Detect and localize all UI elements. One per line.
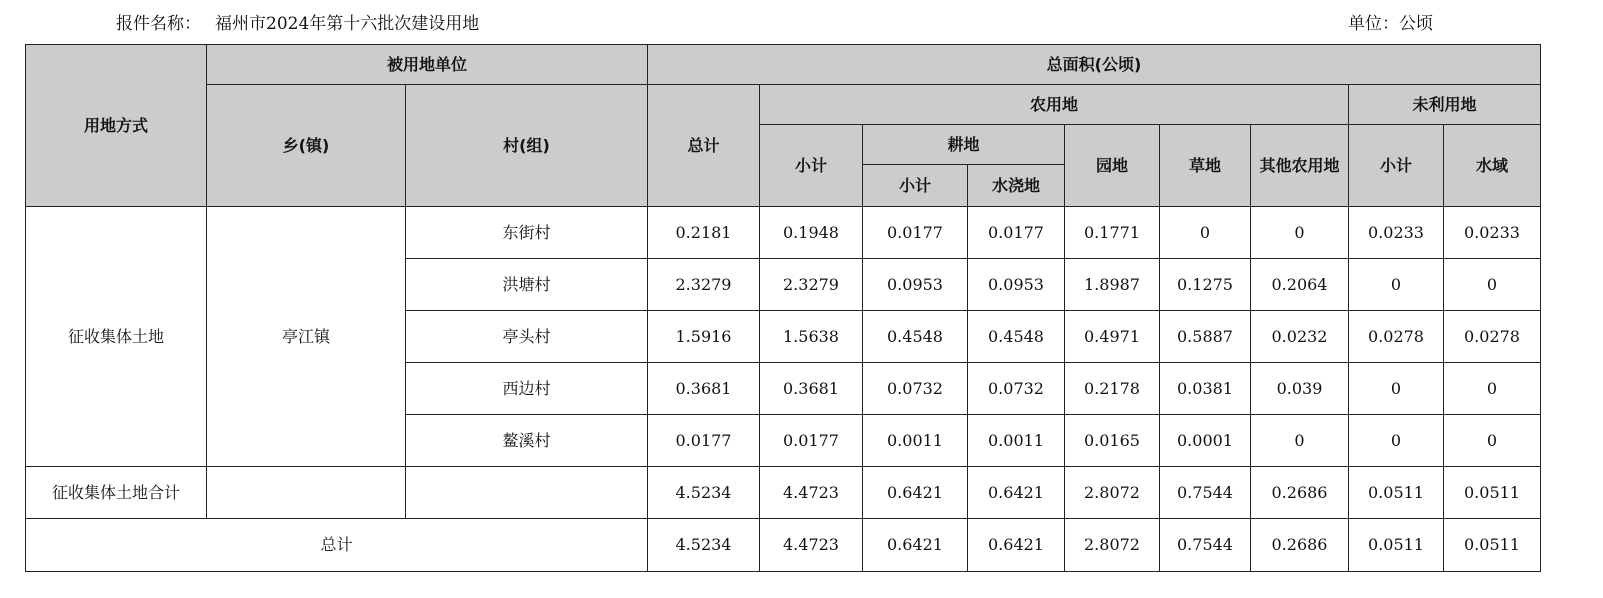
value-cell: 4.4723 [760,467,863,519]
value-cell: 0.4548 [968,311,1065,363]
value-cell: 2.8072 [1065,519,1160,572]
value-cell: 0.039 [1251,363,1349,415]
value-cell: 1.8987 [1065,259,1160,311]
value-cell: 2.3279 [648,259,760,311]
header-village: 村(组) [406,85,648,207]
value-cell: 0.1948 [760,207,863,259]
land-use-table [25,44,1541,572]
value-cell: 0.0001 [1160,415,1251,467]
value-cell: 2.8072 [1065,467,1160,519]
village-cell: 鳌溪村 [406,415,648,467]
total-row [26,519,1541,572]
value-cell: 0 [1251,415,1349,467]
value-cell: 0.0278 [1349,311,1444,363]
value-cell: 0 [1349,415,1444,467]
value-cell: 4.4723 [760,519,863,572]
header-land-method: 用地方式 [26,45,207,207]
value-cell: 0.2686 [1251,467,1349,519]
value-cell: 0.0511 [1349,519,1444,572]
value-cell: 0.0177 [760,415,863,467]
header-township: 乡(镇) [207,85,406,207]
empty-cell [207,467,406,519]
value-cell: 0 [1349,363,1444,415]
unit-label: 单位： [1348,14,1399,34]
value-cell: 0.2686 [1251,519,1349,572]
unit-value: 公顷 [1399,14,1433,34]
header-garden: 园地 [1065,125,1160,207]
value-cell: 0.7544 [1160,519,1251,572]
header-unused-subtotal: 小计 [1349,125,1444,207]
table-row [26,207,1541,259]
village-cell: 洪塘村 [406,259,648,311]
value-cell: 0 [1160,207,1251,259]
value-cell: 4.5234 [648,519,760,572]
subtotal-row [26,467,1541,519]
value-cell: 0.0233 [1444,207,1541,259]
group-township-cell: 亭江镇 [207,207,406,467]
report-name-value: 福州市2024年第十六批次建设用地 [215,14,480,34]
value-cell: 0.5887 [1160,311,1251,363]
header-other-agri: 其他农用地 [1251,125,1349,207]
village-cell: 亭头村 [406,311,648,363]
subtotal-label: 征收集体土地合计 [26,467,207,519]
group-method-cell: 征收集体土地 [26,207,207,467]
header-total-area: 总面积(公顷) [648,45,1541,85]
header-grand-total: 总计 [648,85,760,207]
value-cell: 0.0511 [1349,467,1444,519]
report-name-label: 报件名称： [116,14,201,34]
header-cultivated-subtotal: 小计 [863,165,968,207]
value-cell: 0 [1444,259,1541,311]
value-cell: 1.5916 [648,311,760,363]
empty-cell [406,467,648,519]
unit-line [1348,12,1433,36]
value-cell: 0 [1444,363,1541,415]
value-cell: 0.0011 [863,415,968,467]
value-cell: 0.1771 [1065,207,1160,259]
value-cell: 0.7544 [1160,467,1251,519]
value-cell: 0.0381 [1160,363,1251,415]
value-cell: 2.3279 [760,259,863,311]
header-agricultural: 农用地 [760,85,1349,125]
header-cultivated: 耕地 [863,125,1065,165]
value-cell: 0.0232 [1251,311,1349,363]
header-agri-subtotal: 小计 [760,125,863,207]
value-cell: 0 [1444,415,1541,467]
value-cell: 0.6421 [863,519,968,572]
value-cell: 0.3681 [760,363,863,415]
value-cell: 0.6421 [863,467,968,519]
value-cell: 0.2064 [1251,259,1349,311]
value-cell: 0.3681 [648,363,760,415]
value-cell: 0.6421 [968,519,1065,572]
value-cell: 0.0953 [968,259,1065,311]
value-cell: 0.2178 [1065,363,1160,415]
value-cell: 0.0177 [863,207,968,259]
report-name-line [116,12,479,36]
header-grass: 草地 [1160,125,1251,207]
value-cell: 0.4548 [863,311,968,363]
value-cell: 0.6421 [968,467,1065,519]
value-cell: 0.0165 [1065,415,1160,467]
value-cell: 0.1275 [1160,259,1251,311]
village-cell: 西边村 [406,363,648,415]
value-cell: 4.5234 [648,467,760,519]
total-label: 总计 [26,519,648,572]
value-cell: 0.0953 [863,259,968,311]
value-cell: 0.2181 [648,207,760,259]
value-cell: 0.0278 [1444,311,1541,363]
header-occupied-unit: 被用地单位 [207,45,648,85]
value-cell: 0 [1251,207,1349,259]
header-unused: 未利用地 [1349,85,1541,125]
value-cell: 0.0511 [1444,519,1541,572]
value-cell: 0.0233 [1349,207,1444,259]
header-irrigated: 水浇地 [968,165,1065,207]
value-cell: 0.0011 [968,415,1065,467]
value-cell: 0.0177 [648,415,760,467]
header-water: 水域 [1444,125,1541,207]
value-cell: 0.0732 [968,363,1065,415]
value-cell: 0 [1349,259,1444,311]
village-cell: 东街村 [406,207,648,259]
value-cell: 1.5638 [760,311,863,363]
value-cell: 0.0177 [968,207,1065,259]
value-cell: 0.4971 [1065,311,1160,363]
value-cell: 0.0732 [863,363,968,415]
value-cell: 0.0511 [1444,467,1541,519]
